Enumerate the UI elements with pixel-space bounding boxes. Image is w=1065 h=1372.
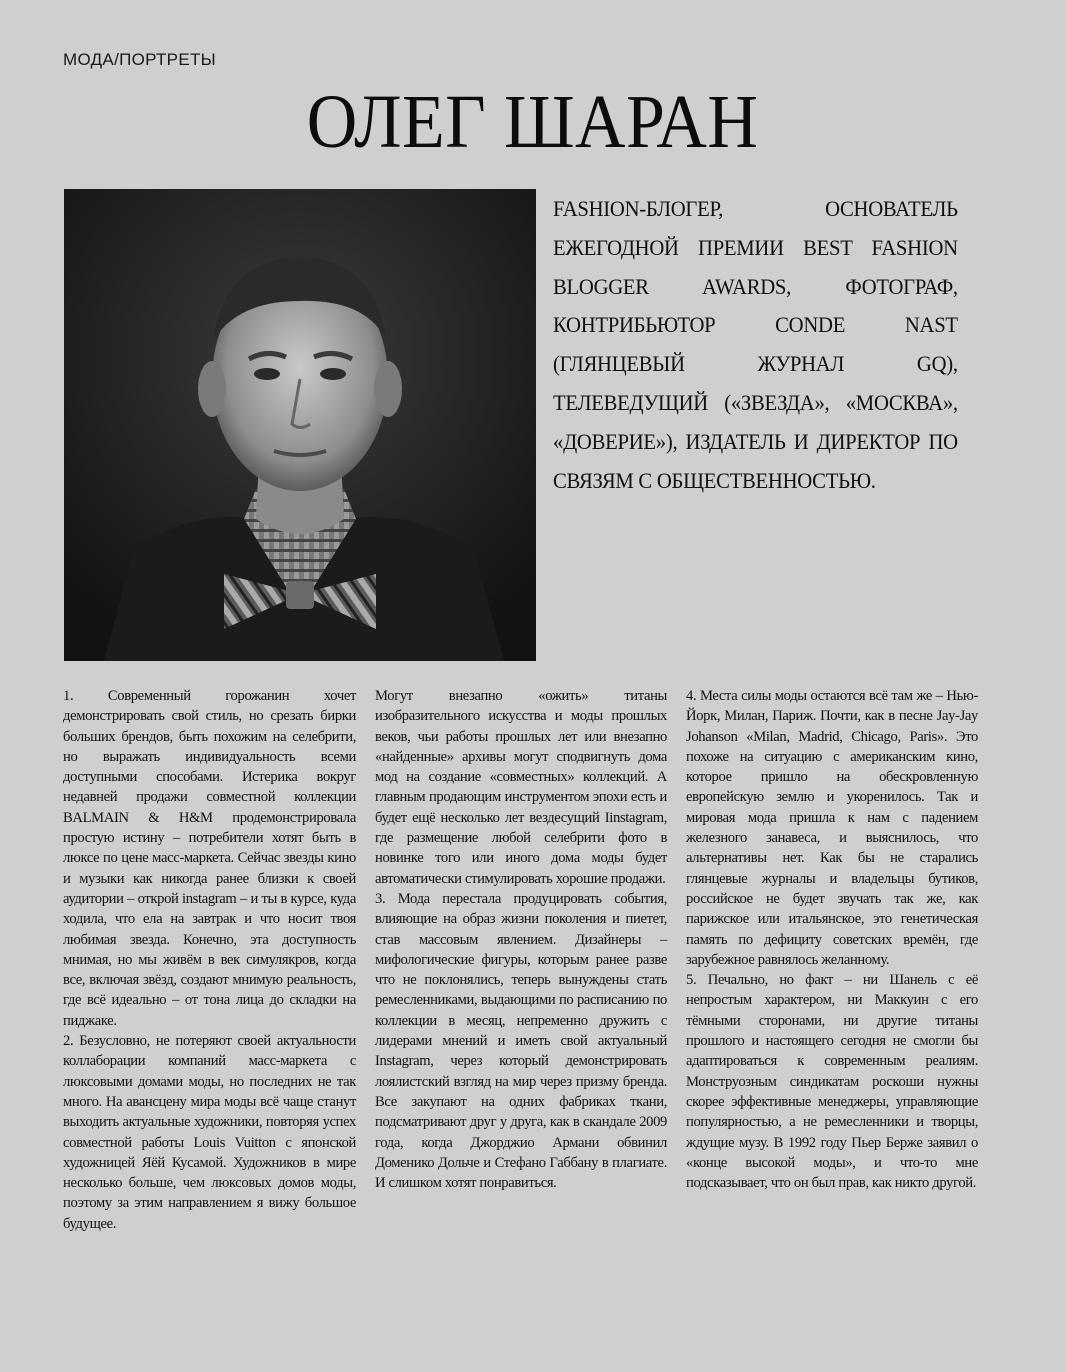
lead-text: FASHION-БЛОГЕР, ОСНОВАТЕЛЬ ЕЖЕГОДНОЙ ПРЕМИИ BEST FASHION BLOGGER AWARDS, ФОТОГРАФ, КОНТРИБЬЮТОР CONDE NAST (ГЛЯНЦЕВЫЙ ЖУРНАЛ GQ), ТЕЛЕВЕДУЩИЙ («ЗВЕЗДА», «МОСКВА», «ДОВЕРИЕ»), ИЗДАТЕЛЬ И ДИРЕКТОР ПО СВЯЗЯМ С ОБЩЕСТВЕННОСТЬЮ.	[553, 196, 958, 493]
paragraph: 1. Современный горожанин хочет демонстрировать свой стиль, но срезать бирки больших брендов, быть похожим на селебрити, но выражать индивидуальность всеми доступными способами. Истерика вокруг недавней продажи совместной коллекции BALMAIN & H&M продемонстрировала простую истину – потребители хотят быть в люксе по цене масс-маркета. Сейчас звезды кино и музыки как никогда ранее близки к своей аудитории – открой instagram – и ты в курсе, куда ходила, что ела на завтрак и что носит твоя любимая звезда. Конечно, эта доступность мнимая, но мы живём в век симулякров, когда все, включая звёзд, создают мнимую реальность, где всё идеально – от тона лица до складки на пиджаке.	[63, 688, 356, 1029]
paragraph: Могут внезапно «ожить» титаны изобразительного искусства и моды прошлых веков, чьи работы прошлых лет или внезапно «найденные» архивы могут сподвигнуть дома мод на создание «совместных» коллекций. А главным продающим инструментом эпохи есть и будет ещё несколько лет вездесущий Iinstagram, где размещение любой селебрити фото в новинке того или иного дома моды будет автоматически стимулировать хорошие продажи.	[375, 688, 667, 887]
portrait-photo	[64, 189, 536, 661]
column-1	[63, 686, 356, 1234]
paragraph: 3. Мода перестала продуцировать события, влияющие на образ жизни поколения и пиетет, став массовым явлением. Дизайнеры – мифологические фигуры, которым ранее разве что не поклонялись, теперь вынуждены стать ремесленниками, выдающими по расписанию по коллекции в месяц, непременно дружить с лидерами мнений и иметь свой актуальный Instagram, через который демонстрировать лоялистский взгляд на мир через призму бренда. Все закупают на одних фабриках ткани, подсматривают друг у друга, как в скандале 2009 года, когда Джорджио Армани обвинил Доменико Дольче и Стефано Габбану в плагиате. И слишком хотят понравиться.	[375, 890, 667, 1192]
section-label: МОДА/ПОРТРЕТЫ	[63, 50, 216, 69]
column-2	[375, 686, 667, 1234]
page-title: ОЛЕГ ШАРАН	[306, 80, 759, 164]
article-body	[63, 686, 979, 1234]
paragraph: 2. Безусловно, не потеряют своей актуальности коллаборации компаний масс-маркета с люксовыми домами моды, но последних не так много. На авансцену мира моды всё чаще станут выходить актуальные художники, повторяя успех совместной работы Louis Vuitton с японской художницей Яёй Кусамой. Художников в мире несколько больше, чем люксовых домов моды, поэтому за этим направлением я вижу большое будущее.	[63, 1033, 356, 1232]
paragraph: 4. Места силы моды остаются всё там же – Нью-Йорк, Милан, Париж. Почти, как в песне Jay-Jay Johanson «Milan, Madrid, Chicago, Paris». Это похоже на ситуацию с американским кино, которое пришло на обескровленную европейскую землю и укоренилось. Так и мировая мода пришла к нам с падением железного занавеса, и выяснилось, что альтернативы нет. Как бы не старались глянцевые журналы и владельцы бутиков, российское не будет звучать так же, как парижское или итальянское, это генетическая память по дефициту советских времён, где зарубежное равнялось желанному.	[686, 688, 978, 968]
paragraph: 5. Печально, но факт – ни Шанель с её непростым характером, ни Маккуин с его тёмными сторонами, ни другие титаны прошлого и настоящего сегодня не смогли бы адаптироваться к современным реалиям. Монструозным синдикатам роскоши нужны скорее эффективные менеджеры, управляющие популярностью, а не ремесленники и творцы, ждущие музу. В 1992 году Пьер Берже заявил о «конце высокой моды», и что-то мне подсказывает, что он был прав, как никто другой.	[686, 972, 978, 1192]
column-3	[686, 686, 978, 1234]
